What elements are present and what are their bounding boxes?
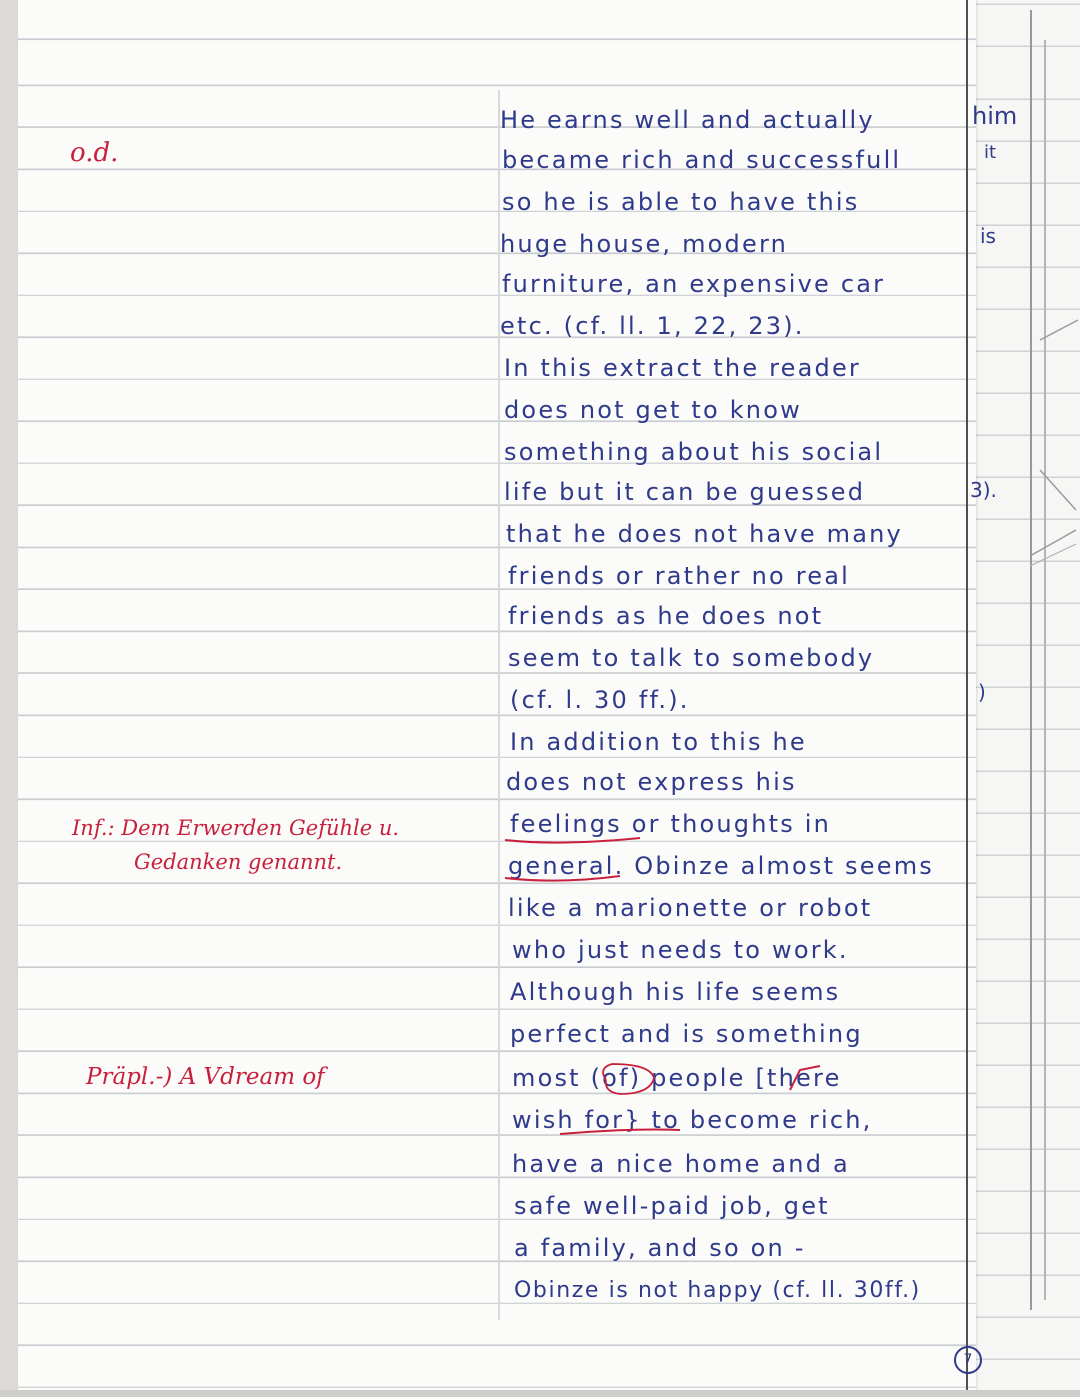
essay-line: huge house, modern	[500, 230, 789, 258]
bottom-edge	[0, 1390, 1080, 1397]
fragment-text: 3).	[970, 478, 997, 502]
fragment-text: is	[980, 224, 996, 248]
red-circle	[603, 1064, 654, 1094]
essay-line: have a nice home and a	[512, 1150, 850, 1178]
sheet-fold-line	[1030, 544, 1076, 566]
essay-line: so he is able to have this	[502, 188, 860, 216]
essay-line: In this extract the reader	[504, 354, 862, 382]
essay-line: perfect and is something	[510, 1020, 863, 1048]
essay-line: He earns well and actually	[500, 106, 875, 134]
essay-line: life but it can be guessed	[504, 478, 866, 506]
essay-line: furniture, an expensive car	[502, 270, 886, 298]
essay-line: seem to talk to somebody	[508, 644, 875, 672]
fragment-text: it	[984, 142, 997, 163]
essay-line: general. Obinze almost seems	[508, 852, 934, 880]
essay-line: friends or rather no real	[508, 562, 850, 590]
sheet-fold-line	[1030, 530, 1076, 556]
essay-line: became rich and successfull	[502, 146, 902, 174]
essay-line: Although his life seems	[510, 978, 841, 1006]
page-number-badge: 7	[954, 1346, 982, 1374]
fragment-text: him	[972, 102, 1018, 130]
essay-line: like a marionette or robot	[508, 894, 873, 922]
essay-line: In addition to this he	[510, 728, 807, 756]
red-underline	[505, 838, 640, 843]
essay-line: does not get to know	[504, 396, 802, 424]
sheet-fold-line	[1040, 320, 1078, 340]
essay-line: a family, and so on -	[514, 1234, 806, 1262]
essay-line: wish for} to become rich,	[512, 1106, 873, 1134]
essay-line: who just needs to work.	[512, 936, 849, 964]
red-underline	[560, 1130, 680, 1135]
fragment-text: )	[978, 680, 986, 704]
essay-line: that he does not have many	[506, 520, 903, 548]
margin-note-prap: Präpl.-) A Vdream of	[86, 1064, 325, 1090]
essay-line: something about his social	[504, 438, 884, 466]
margin-note-info-continued: Gedanken genannt.	[134, 850, 343, 874]
essay-line: friends as he does not	[508, 602, 824, 630]
sheet-fold-line	[1040, 470, 1076, 510]
essay-line: safe well-paid job, get	[514, 1192, 830, 1220]
essay-line: most (of) people [there	[512, 1064, 842, 1092]
red-underline	[505, 876, 620, 881]
essay-line: Obinze is not happy (cf. ll. 30ff.)	[514, 1278, 921, 1303]
essay-line: (cf. l. 30 ff.).	[510, 686, 690, 714]
margin-mark-od: o.d.	[70, 138, 119, 168]
margin-note-info: Inf.: Dem Erwerden Gefühle u.	[72, 816, 400, 840]
essay-line: does not express his	[506, 768, 797, 796]
essay-line: etc. (cf. ll. 1, 22, 23).	[500, 312, 805, 340]
red-bracket	[790, 1066, 820, 1090]
essay-line: feelings or thoughts in	[510, 810, 832, 838]
